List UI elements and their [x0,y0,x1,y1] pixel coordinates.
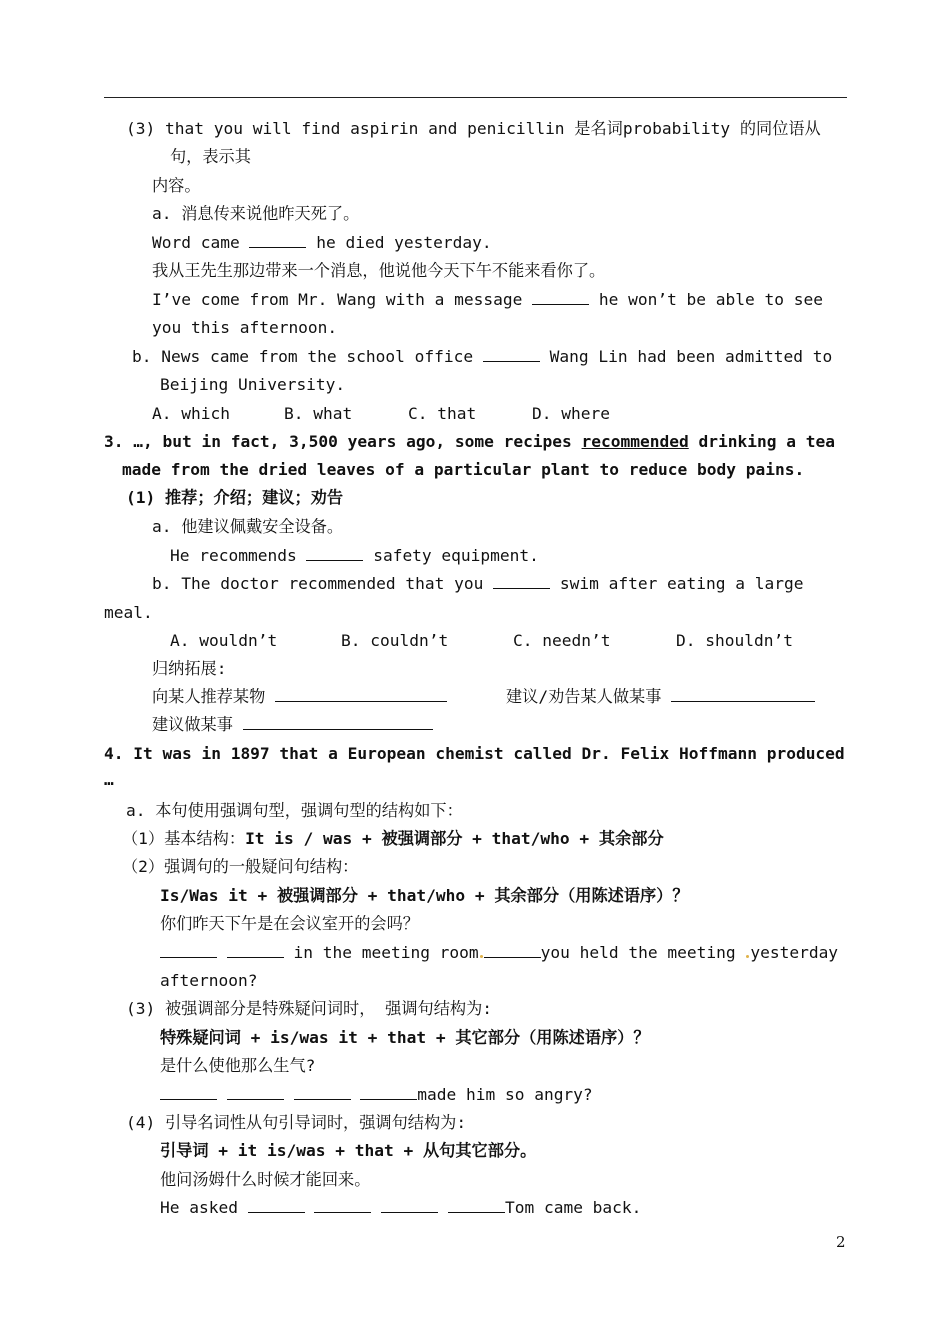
q4-structure1: （1）基本结构：It is / was + 被强调部分 + that/who + 其余部分 [122,829,664,848]
blank[interactable] [483,347,540,362]
q4-structure2-en4: afternoon? [160,971,258,990]
example-a2-en: I’ve come from Mr. Wang with a message he won’t be able to see [152,290,823,309]
example-a2-en3: you this afternoon. [152,318,338,337]
sec3-line2: 句，表示其 [170,147,251,166]
q4-structure2-formula: Is/Was it + 被强调部分 + that/who + 其余部分（用陈述语序）？ [160,886,689,905]
options-1a: A. which [152,404,230,423]
blank[interactable] [306,546,363,561]
blank[interactable] [484,943,541,958]
options-2d: D. shouldn’t [676,631,793,650]
example-a-en: Word came he died yesterday. [152,233,492,252]
q4-structure3: (3) 被强调部分是特殊疑问词时， 强调句结构为: [126,999,493,1018]
example-b-en3: Beijing University. [160,375,346,394]
blank[interactable] [227,943,284,958]
example-a2-cn: 我从王先生那边带来一个消息，他说他今天下午不能来看你了。 [152,261,606,280]
sec3-line3: 内容。 [152,176,201,195]
blank[interactable] [249,233,306,248]
summary-1: 向某人推荐某物 [152,687,447,707]
q3-line1: 3. …, but in fact, 3,500 years ago, some recipes recommended drinking a tea [104,432,835,451]
options-1d: D. where [532,404,610,423]
q4-structure2: （2）强调句的一般疑问句结构： [122,857,359,876]
options-2a: A. wouldn’t [170,631,278,650]
q4-structure4-en: He asked Tom came back. [160,1198,642,1217]
q4-structure4-cn: 他问汤姆什么时候才能回来。 [160,1170,371,1189]
q4-a: a. 本句使用强调句型，强调句型的结构如下： [126,801,463,820]
q3-a-en: He recommends safety equipment. [170,546,539,565]
page-number: 2 [836,1233,846,1251]
q4-structure4: (4) 引导名词性从句引导词时，强调句结构为: [126,1113,467,1132]
q4-structure2-cn: 你们昨天下午是在会议室开的会吗？ [160,914,419,933]
options-2b: B. couldn’t [341,631,449,650]
blank[interactable] [227,1085,284,1100]
blank[interactable] [493,574,550,589]
summary-title: 归纳拓展: [152,659,227,678]
mark-dot [480,955,483,958]
q4-structure4-formula: 引导词 + it is/was + that + 从句其它部分。 [160,1141,537,1160]
q4-structure3-cn: 是什么使他那么生气? [160,1056,316,1075]
q4-structure3-formula: 特殊疑问词 + is/was it + that + 其它部分（用陈述语序）？ [160,1028,650,1047]
options-1b: B. what [284,404,353,423]
q3-meaning: (1) 推荐；介绍；建议；劝告 [126,488,344,507]
q3-a-cn: a. 他建议佩戴安全设备。 [152,517,344,536]
blank[interactable] [160,1085,217,1100]
options-1c: C. that [408,404,477,423]
mark-dot [746,955,749,958]
blank[interactable] [294,1085,351,1100]
blank[interactable] [160,943,217,958]
blank[interactable] [360,1085,417,1100]
options-2c: C. needn’t [513,631,611,650]
blank[interactable] [314,1198,371,1213]
q3-line2: made from the dried leaves of a particular plant to reduce body pains. [122,460,805,479]
q4-line1: 4. It was in 1897 that a European chemist called Dr. Felix Hoffmann produced [104,744,845,763]
blank[interactable] [381,1198,438,1213]
summary-2: 建议/劝告某人做某事 [506,687,815,707]
header-rule [104,97,847,98]
q4-line2: … [104,770,114,789]
blank[interactable] [448,1198,505,1213]
blank[interactable] [243,715,433,730]
sec3-line1: (3) that you will find aspirin and penicillin 是名词probability 的同位语从 [126,119,821,138]
example-b-en: b. News came from the school office Wang Lin had been admitted to [132,347,833,366]
q4-structure3-en: made him so angry? [160,1085,593,1105]
blank[interactable] [248,1198,305,1213]
blank[interactable] [275,687,447,702]
q3-b-en: b. The doctor recommended that you swim after eating a large [152,574,804,593]
example-a-cn: a. 消息传来说他昨天死了。 [152,204,360,223]
summary-3: 建议做某事 [152,715,433,735]
blank[interactable] [671,687,815,702]
q4-structure2-en: in the meeting room you held the meeting yesterday [160,943,838,963]
blank[interactable] [532,290,589,305]
q3-b-en3: meal. [104,603,153,622]
